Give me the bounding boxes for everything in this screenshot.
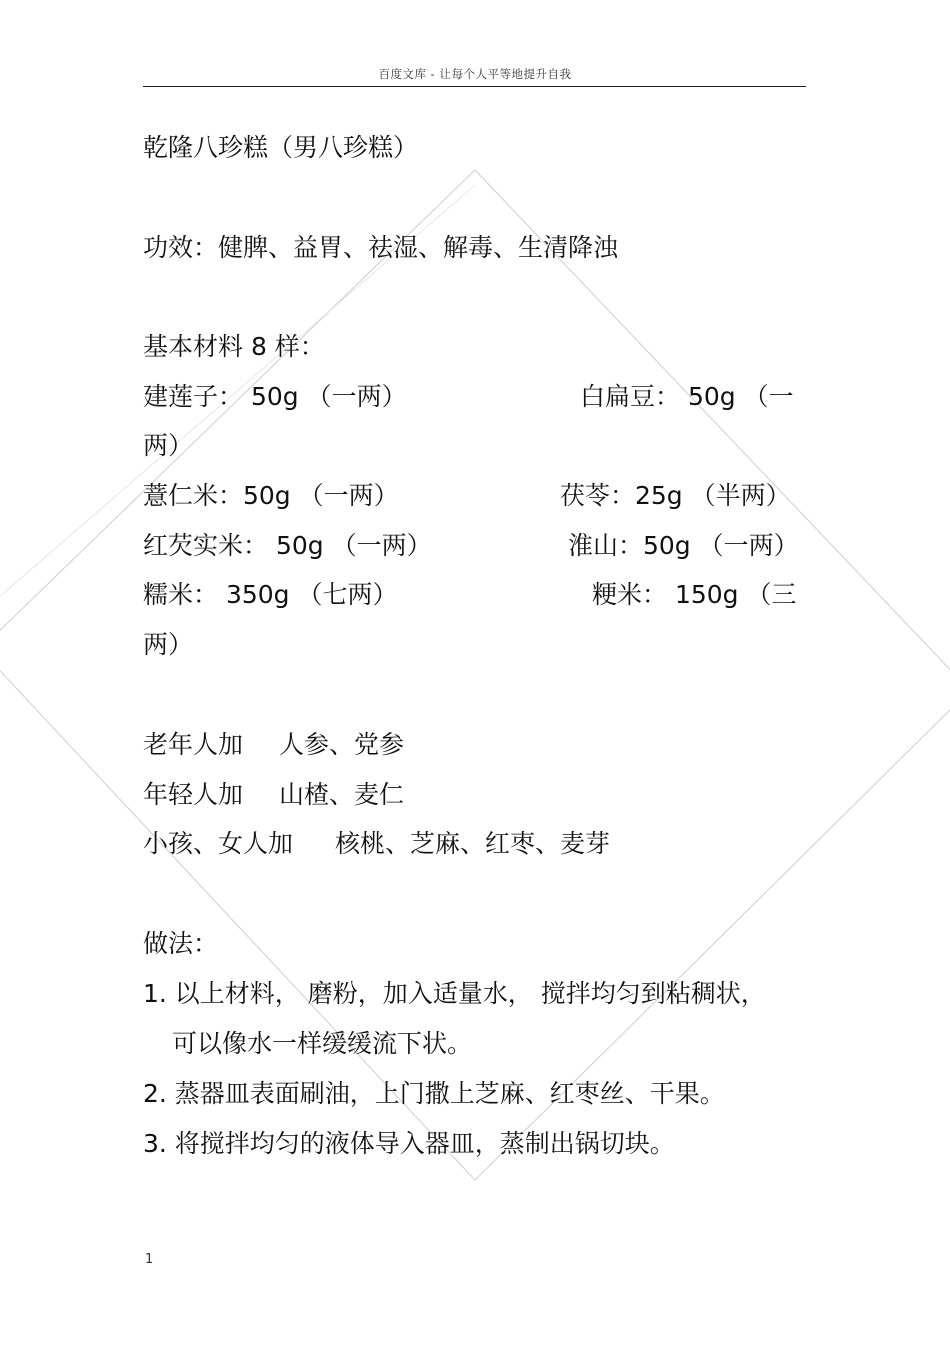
method-step-2: 2. 蒸器皿表面刷油，上门撒上芝麻、红枣丝、干果。: [143, 1079, 725, 1108]
addition-young: [143, 778, 404, 812]
page-number: 1: [145, 1252, 154, 1267]
material-glutinous-rice: 糯米： 350g （七两）: [143, 580, 398, 609]
materials-heading: 基本材料 8 样：: [143, 332, 325, 361]
method-heading: 做法：: [143, 929, 219, 958]
material-white-lentil: 白扁豆： 50g （一: [580, 382, 794, 411]
material-chinese-yam: 淮山：50g （一两）: [568, 531, 799, 560]
method-step-1: 1. 以上材料， 磨粉，加入适量水， 搅拌均匀到粘稠状，: [143, 979, 766, 1008]
addition-children-women: [143, 827, 610, 861]
material-japonica-rice-wrap: 两）: [143, 630, 194, 659]
addition-who: 小孩、女人加: [143, 829, 294, 858]
addition-what: 核桃、芝麻、红枣、麦芽: [335, 829, 611, 858]
material-euryale-seed: 红芡实米： 50g （一两）: [143, 531, 432, 560]
addition-what: 山楂、麦仁: [279, 780, 405, 809]
material-japonica-rice: 粳米： 150g （三: [592, 580, 797, 609]
addition-elderly: [143, 728, 404, 762]
material-poria: 茯苓：25g （半两）: [560, 481, 791, 510]
addition-who: 老年人加: [143, 730, 244, 759]
material-white-lentil-wrap: 两）: [143, 431, 194, 460]
method-step-1-continued: 可以像水一样缓缓流下状。: [172, 1029, 473, 1058]
efficacy-line: 功效：健脾、益胃、祛湿、解毒、生清降浊: [143, 233, 619, 262]
material-lotus-seed: 建莲子： 50g （一两）: [143, 382, 407, 411]
document-title: 乾隆八珍糕（男八珍糕）: [143, 133, 419, 162]
addition-who: 年轻人加: [143, 780, 244, 809]
method-step-3: 3. 将搅拌均匀的液体导入器皿，蒸制出锅切块。: [143, 1129, 675, 1158]
header-divider: [143, 86, 806, 87]
addition-what: 人参、党参: [279, 730, 405, 759]
material-coix-seed: 薏仁米：50g （一两）: [143, 481, 399, 510]
page-header: 百度文库 - 让每个人平等地提升自我: [378, 67, 572, 81]
